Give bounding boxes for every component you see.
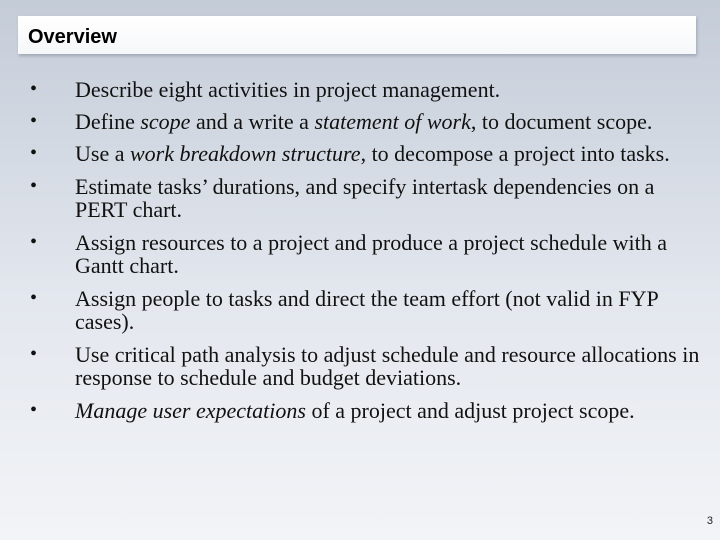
slide-title: Overview: [28, 26, 117, 48]
bullet-text: Describe eight activities in project management.: [75, 77, 501, 102]
bullet-item: [30, 231, 700, 279]
bullet-text: Define: [75, 109, 141, 135]
page-number: 3: [706, 515, 713, 527]
bullet-marker: •: [30, 286, 38, 309]
bullet-text: and a write a: [190, 109, 315, 135]
bullet-text-italic: scope: [140, 109, 191, 135]
bullet-item: [30, 343, 700, 391]
bullet-text-italic: statement of work: [314, 109, 471, 135]
bullet-text-italic: Manage user expectations: [75, 397, 306, 423]
bullet-item: [30, 287, 700, 335]
bullet-text-italic: work breakdown structure: [129, 141, 361, 167]
bullet-marker: •: [30, 78, 38, 100]
bullet-item: [30, 175, 700, 223]
bullet-marker: •: [30, 174, 38, 197]
bullet-text: Assign resources to a project and produce a project schedule with a Gantt chart.: [75, 229, 667, 279]
bullet-text: , to decompose a project into tasks.: [360, 141, 670, 167]
bullet-item: [30, 399, 700, 423]
bullet-text: Assign people to tasks and direct the team effort (not valid in FYP cases).: [75, 285, 658, 335]
bullet-marker: •: [30, 230, 38, 253]
bullet-text: , to document scope.: [470, 109, 653, 135]
bullet-list: [30, 78, 700, 431]
title-bar: [18, 16, 696, 54]
bullet-marker: •: [30, 398, 38, 421]
bullet-item: [30, 110, 700, 134]
bullet-text: Use critical path analysis to adjust schedule and resource allocations in response to schedule and budget deviations.: [75, 341, 700, 391]
bullet-item: [30, 142, 700, 166]
bullet-item: [30, 78, 700, 102]
bullet-text: Estimate tasks’ durations, and specify intertask dependencies on a PERT chart.: [75, 173, 655, 223]
bullet-marker: •: [30, 342, 38, 365]
bullet-text: Use a: [75, 141, 130, 167]
bullet-marker: •: [30, 142, 38, 165]
bullet-marker: •: [30, 110, 38, 133]
bullet-text: of a project and adjust project scope.: [305, 397, 635, 423]
